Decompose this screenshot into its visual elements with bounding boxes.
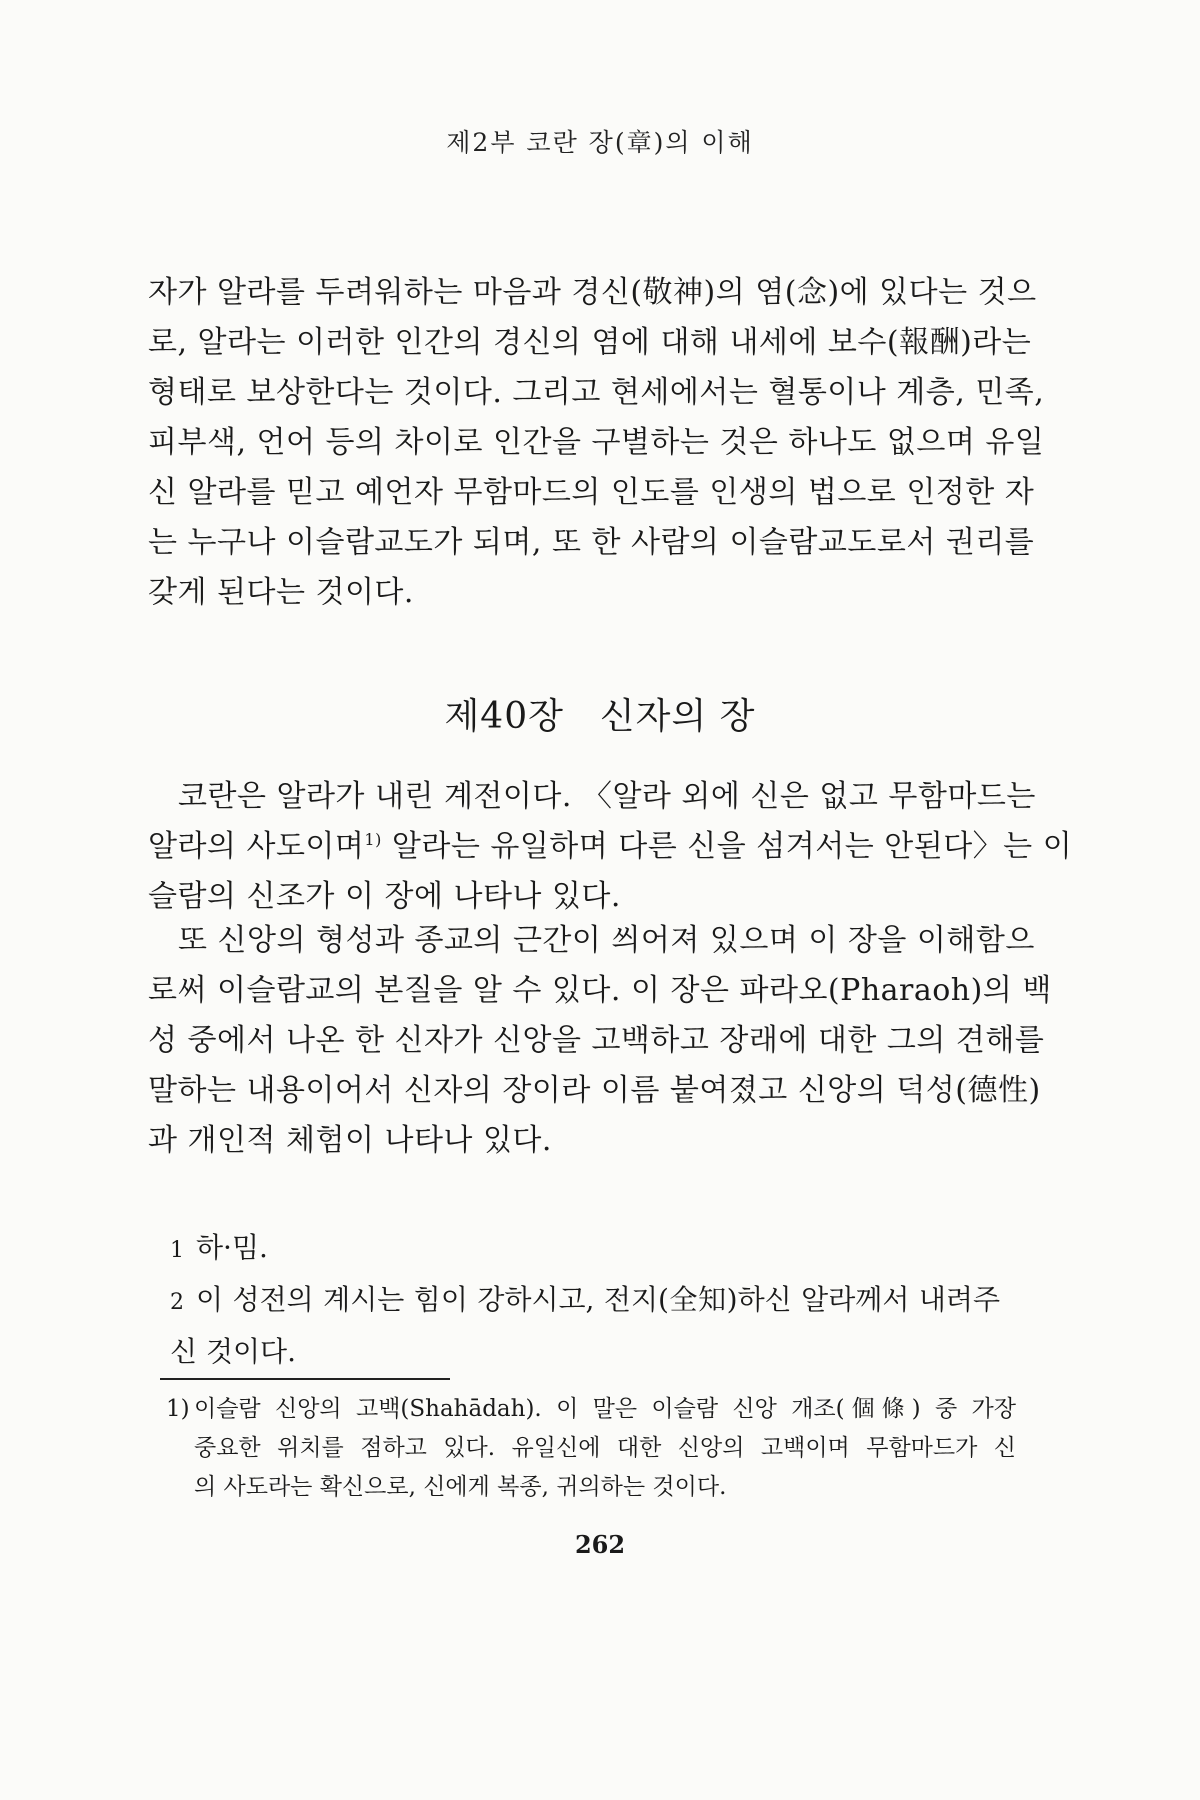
chapter-name: 신자의 장	[599, 696, 756, 737]
verse-number: 1	[170, 1238, 184, 1263]
verse-item	[170, 1222, 1000, 1274]
footnote-line	[166, 1390, 1016, 1429]
footnote-marker: 1)	[166, 1396, 190, 1422]
verse-text: 이 성전의 계시는 힘이 강하시고, 전지(全知)하신 알라께서 내려주	[196, 1283, 1000, 1316]
text-line: 갖게 된다는 것이다.	[148, 575, 414, 610]
footnote-text: 이슬람 신앙의 고백(Shahādah). 이 말은 이슬람 신앙 개조(個條) 중 가장	[194, 1396, 1016, 1422]
body-paragraph	[148, 916, 1052, 1166]
chapter-number: 제40장	[444, 696, 564, 737]
footnote-line: 의 사도라는 확신으로, 신에게 복종, 귀의하는 것이다.	[194, 1474, 727, 1500]
text-line: 말하는 내용이어서 신자의 장이라 이름 붙여졌고 신앙의 덕성(德性)	[148, 1073, 1041, 1108]
text-line: 또 신앙의 형성과 종교의 근간이 씌어져 있으며 이 장을 이해함으	[178, 923, 1035, 958]
text-line: 로써 이슬람교의 본질을 알 수 있다. 이 장은 파라오(Pharaoh)의 백	[148, 973, 1052, 1008]
text-line: 로, 알라는 이러한 인간의 경신의 염에 대해 내세에 보수(報酬)라는	[148, 325, 1032, 360]
verse-number: 2	[170, 1290, 184, 1315]
footnote-line: 중요한 위치를 점하고 있다. 유일신에 대한 신앙의 고백이며 무함마드가 신	[194, 1435, 1016, 1461]
intro-paragraph	[148, 772, 1073, 922]
paragraph-continued	[148, 268, 1045, 618]
running-header: 제2부 코란 장(章)의 이해	[446, 128, 754, 157]
text-segment: 알라는 유일하며 다른 신을 섬겨서는 안된다〉는 이	[381, 829, 1073, 864]
text-line-with-footnote	[148, 822, 1073, 872]
text-line: 코란은 알라가 내린 계전이다. 〈알라 외에 신은 없고 무함마드는	[178, 779, 1036, 814]
text-line: 는 누구나 이슬람교도가 되며, 또 한 사람의 이슬람교도로서 권리를	[148, 525, 1035, 560]
verse-continuation: 신 것이다.	[170, 1335, 296, 1368]
footnote	[166, 1390, 1016, 1507]
chapter-heading	[0, 688, 1200, 739]
text-line: 과 개인적 체험이 나타나 있다.	[148, 1123, 552, 1158]
footnote-reference: 1)	[364, 830, 382, 849]
verse-text: 하·밈.	[196, 1231, 268, 1264]
text-line: 성 중에서 나온 한 신자가 신앙을 고백하고 장래에 대한 그의 견해를	[148, 1023, 1045, 1058]
text-line: 형태로 보상한다는 것이다. 그리고 현세에서는 혈통이나 계층, 민족,	[148, 375, 1045, 410]
text-line: 피부색, 언어 등의 차이로 인간을 구별하는 것은 하나도 없으며 유일	[148, 425, 1045, 460]
footnote-divider	[160, 1378, 450, 1380]
text-line: 신 알라를 믿고 예언자 무함마드의 인도를 인생의 법으로 인정한 자	[148, 475, 1035, 510]
page-number: 262	[574, 1530, 626, 1559]
text-segment: 알라의 사도이며	[148, 829, 365, 864]
text-line: 자가 알라를 두려워하는 마음과 경신(敬神)의 염(念)에 있다는 것으	[148, 275, 1037, 310]
verse-list	[170, 1222, 1000, 1378]
verse-item	[170, 1274, 1000, 1326]
text-line: 슬람의 신조가 이 장에 나타나 있다.	[148, 879, 621, 914]
